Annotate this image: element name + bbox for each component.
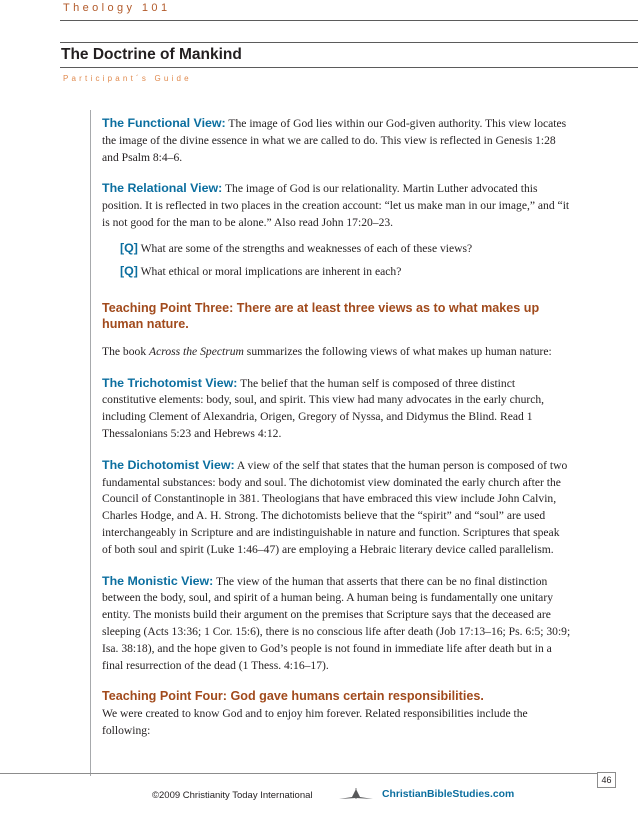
series-title: Theology 101 bbox=[63, 2, 171, 14]
dichotomist-view-text: A view of the self that states that the human person is composed of two fundamental substances: body and soul. The dichotomist view dominated the early church after the Council of Constantinople in 381. Theologians that have embraced this view include John Calvin, Charles Hodge, and A. H. Strong. The dichotomists believe that the “spirit” and “soul” are used interchangeably in Scripture and are indistinguishable in nature and function. Scriptures that speak of both soul and spirit (Luke 1:46–47) are employing a Hebraic literary device called parallelism. bbox=[102, 458, 568, 556]
book-title: Across the Spectrum bbox=[149, 344, 244, 358]
question-item bbox=[102, 263, 572, 280]
relational-view-title: The Relational View: bbox=[102, 181, 223, 196]
question-text: What ethical or moral implications are inherent in each? bbox=[140, 264, 402, 278]
functional-view bbox=[102, 115, 572, 166]
functional-view-title: The Functional View: bbox=[102, 116, 226, 130]
question-item bbox=[102, 240, 572, 257]
margin-rule bbox=[90, 110, 91, 776]
footer-rule bbox=[0, 773, 597, 774]
monistic-view-title: The Monistic View: bbox=[102, 573, 214, 588]
trichotomist-view-text: The belief that the human self is composed of three distinct constitutive elements: body, soul, and spirit. This view had many advocates in the early church, including Clement of Alexandria, Origen, Gregory of Nyssa, and Didymus the Blind. Read 1 Thessalonians 5:23 and Hebrews 4:12. bbox=[102, 376, 545, 440]
question-label: [Q] bbox=[120, 263, 138, 278]
question-text: What are some of the strengths and weaknesses of each of these views? bbox=[140, 241, 473, 255]
document-title: The Doctrine of Mankind bbox=[61, 46, 242, 63]
question-label: [Q] bbox=[120, 240, 138, 255]
intro-after: summarizes the following views of what makes up human nature: bbox=[243, 344, 552, 358]
header-rule-top bbox=[60, 20, 638, 21]
page-number: 46 bbox=[597, 772, 616, 788]
header-rule-bottom bbox=[60, 67, 638, 68]
trichotomist-view bbox=[102, 375, 572, 443]
relational-view bbox=[102, 180, 572, 231]
functional-view-text: The image of God lies within our God-given authority. This view locates the image of the divine essence in what we are called to do. This view is reflected in Genesis 1:28 and Psalm 8:4–6. bbox=[102, 117, 567, 164]
monistic-view bbox=[102, 573, 572, 675]
document-subtitle: Participant´s Guide bbox=[63, 74, 192, 83]
header-rule-mid bbox=[60, 42, 638, 43]
discussion-questions bbox=[102, 240, 572, 280]
page-content bbox=[102, 115, 572, 754]
ctl-logo-icon bbox=[338, 787, 374, 801]
copyright-notice: ©2009 Christianity Today International bbox=[152, 790, 313, 801]
monistic-view-text: The view of the human that asserts that there can be no final distinction between the body, soul, and spirit of a human being. A human being is fundamentally one unitary entity. The monists build their argument on the premises that Scripture says that the deceased are sleeping (Acts 13:36; 1 Cor. 15:6), there is no conscious life after death (Job 17:13–16; Ps. 6:5; 30:9; Isa. 38:18), and the hope given to God’s people is not found in immediate life after death but in a final resurrection of the dead (1 Thess. 4:16–17). bbox=[102, 574, 571, 672]
trichotomist-view-title: The Trichotomist View: bbox=[102, 375, 238, 390]
relational-view-text: The image of God is our relationality. Martin Luther advocated this position. It is reflected in two places in the creation account: “let us make man in our image,” and “it is not good for the man to be alone.” Also read John 17:20–23. bbox=[102, 182, 570, 229]
dichotomist-view bbox=[102, 457, 572, 559]
intro-paragraph bbox=[102, 344, 572, 361]
intro-before: The book bbox=[102, 344, 150, 358]
dichotomist-view-title: The Dichotomist View: bbox=[102, 457, 235, 472]
teaching-point-four-text: We were created to know God and to enjoy him forever. Related responsibilities include the following: bbox=[102, 707, 528, 738]
teaching-point-three: Teaching Point Three: There are at least three views as to what makes up human nature. bbox=[102, 300, 540, 331]
site-link[interactable]: ChristianBibleStudies.com bbox=[382, 789, 515, 800]
teaching-point-four: Teaching Point Four: God gave humans certain responsibilities. bbox=[102, 689, 484, 704]
